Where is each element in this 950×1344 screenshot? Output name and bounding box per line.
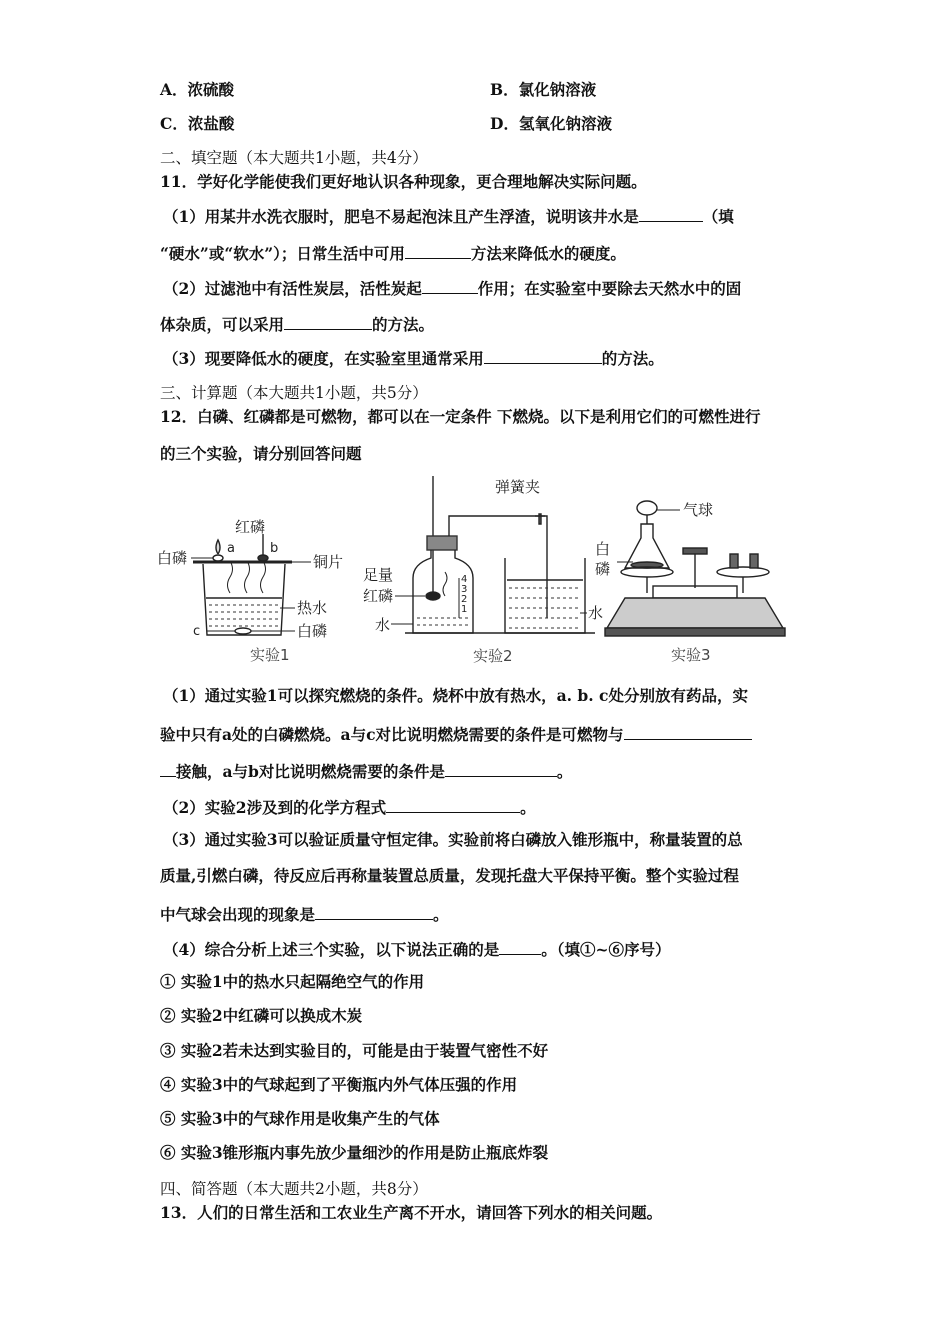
answer-blank[interactable]	[405, 242, 471, 259]
q12-part1-text-b: 验中只有a处的白磷燃烧。a与c对比说明燃烧需要的条件是可燃物与	[160, 725, 624, 744]
white-phosphorus-c	[235, 628, 251, 634]
q11-part2-text-d: 的方法。	[372, 315, 435, 334]
exp1-white-phosphorus-label: 白磷	[157, 549, 188, 567]
exp1-red-phosphorus-label: 红磷	[235, 518, 266, 536]
statement-6: ⑥ 实验3锥形瓶内事先放少量细沙的作用是防止瓶底炸裂	[160, 1143, 549, 1162]
q11-part3-text-b: 的方法。	[601, 349, 664, 368]
statement-3: ③ 实验2若未达到实验目的，可能是由于装置气密性不好	[160, 1041, 549, 1060]
q11-part1-line1	[163, 205, 734, 227]
q11-stem: 11．学好化学能使我们更好地认识各种现象，更合理地解决实际问题。	[160, 172, 647, 191]
q11-part1-text-a: （1）用某井水洗衣服时，肥皂不易起泡沫且产生浮渣，说明该井水是	[163, 207, 639, 226]
q11-part2-text-a: （2）过滤池中有活性炭层，活性炭起	[163, 279, 422, 298]
exp1-b-label: b	[270, 541, 279, 556]
q11-part1-text-b: （填	[702, 207, 734, 226]
section-4-title: 四、简答题（本大题共2小题，共8分）	[160, 1180, 428, 1198]
statement-4: ④ 实验3中的气球起到了平衡瓶内外气体压强的作用	[160, 1075, 518, 1094]
q12-part4-text-b: 。（填①~⑥序号）	[541, 940, 671, 959]
beaker-2	[505, 558, 585, 633]
q11-part2-text-c: 体杂质，可以采用	[160, 315, 285, 334]
exp1-c-label: c	[193, 624, 201, 639]
exp3-phosphorus-label: 磷	[595, 560, 611, 578]
answer-blank[interactable]	[445, 760, 557, 777]
right-pan	[717, 567, 769, 577]
q11-part1-text-d: 方法来降低水的硬度。	[470, 244, 626, 263]
answer-blank[interactable]	[284, 313, 372, 330]
section-2-title: 二、填空题（本大题共1小题，共4分）	[160, 149, 428, 167]
exp3-white-label: 白	[595, 540, 611, 558]
answer-blank[interactable]	[386, 796, 520, 813]
exp2-mark-2: 2	[461, 594, 468, 605]
exp1-a-label: a	[227, 541, 235, 556]
experiment-3	[605, 501, 785, 636]
q11-part1-line2	[160, 242, 626, 264]
answer-blank[interactable]	[160, 760, 176, 777]
statement-5: ⑤ 实验3中的气球作用是收集产生的气体	[160, 1109, 440, 1128]
q11-part2-line1	[163, 277, 741, 299]
q11-part3-text-a: （3）现要降低水的硬度，在实验室里通常采用	[163, 349, 484, 368]
option-c: C．浓盐酸	[160, 114, 235, 133]
q11-part2-line2	[160, 313, 434, 335]
q12-part1-line3	[160, 760, 572, 782]
option-a: A．浓硫酸	[160, 80, 235, 99]
red-phosphorus-b	[258, 555, 268, 561]
exp2-enough-label: 足量	[363, 566, 394, 584]
q12-part2	[163, 796, 536, 818]
white-phosphorus-a	[213, 555, 223, 561]
exp2-mark-1: 1	[461, 604, 468, 615]
exp2-mark-3: 3	[461, 584, 468, 595]
flame-icon	[216, 540, 220, 554]
option-d: D．氢氧化钠溶液	[490, 114, 612, 133]
answer-blank[interactable]	[422, 277, 478, 294]
exp2-water-beaker-label: 水	[588, 604, 604, 622]
experiment-2	[391, 476, 595, 633]
option-b: B．氯化钠溶液	[490, 80, 597, 99]
beam	[683, 548, 707, 554]
q12-part4-text-a: （4）综合分析上述三个实验，以下说法正确的是	[163, 940, 500, 959]
exp2-red-phosphorus-label: 红磷	[363, 587, 394, 605]
exp3-caption: 实验3	[671, 646, 711, 664]
answer-blank[interactable]	[639, 205, 703, 222]
q12-part3-text-c: 中气球会出现的现象是	[160, 905, 316, 924]
exp3-balloon-label: 气球	[683, 501, 714, 519]
q11-part1-text-c: “硬水”或“软水”）；日常生活中可用	[160, 244, 405, 263]
q12-stem-line1: 12．白磷、红磷都是可燃物，都可以在一定条件 下燃烧。以下是利用它们的可燃性进行	[160, 407, 761, 426]
q13-stem: 13．人们的日常生活和工农业生产离不开水，请回答下列水的相关问题。	[160, 1203, 663, 1222]
experiment-1	[191, 534, 311, 635]
statement-1: ① 实验1中的热水只起隔绝空气的作用	[160, 972, 425, 991]
q11-part3	[163, 347, 664, 369]
q11-part2-text-b: 作用；在实验室中要除去天然水中的固	[477, 279, 742, 298]
balloon	[637, 501, 657, 515]
q12-part1-text-d: 。	[556, 762, 573, 781]
experiment-figure	[155, 468, 795, 673]
answer-blank[interactable]	[315, 903, 433, 920]
q12-part3-line3	[160, 903, 449, 925]
q12-part1-line1: （1）通过实验1可以探究燃烧的条件。烧杯中放有热水，a. b. c处分别放有药品，实	[163, 686, 748, 705]
q12-part1-line2	[160, 723, 752, 745]
q12-part2-text-b: 。	[520, 798, 536, 817]
answer-blank[interactable]	[624, 723, 752, 740]
section-3-title: 三、计算题（本大题共1小题，共5分）	[160, 384, 428, 402]
balance-base	[607, 598, 783, 628]
q12-part2-text-a: （2）实验2涉及到的化学方程式	[163, 798, 387, 817]
exp2-water-bottle-label: 水	[375, 616, 391, 634]
q12-part4	[163, 938, 671, 960]
q12-part3-line1: （3）通过实验3可以验证质量守恒定律。实验前将白磷放入锥形瓶中，称量装置的总	[163, 830, 743, 849]
exp2-caption: 实验2	[473, 647, 513, 665]
exp1-white-phosphorus-bottom-label: 白磷	[297, 622, 328, 640]
exp2-mark-4: 4	[461, 574, 468, 585]
q12-part1-text-c: 接触，a与b对比说明燃烧需要的条件是	[176, 762, 445, 781]
beaker-1	[203, 564, 285, 635]
statement-2: ② 实验2中红磷可以换成木炭	[160, 1006, 363, 1025]
q12-part3-text-d: 。	[433, 905, 449, 924]
answer-blank[interactable]	[499, 938, 541, 955]
stopper	[427, 536, 457, 550]
exp1-copper-label: 铜片	[313, 553, 344, 571]
exp1-hot-water-label: 热水	[297, 599, 328, 617]
answer-blank[interactable]	[484, 347, 602, 364]
exp2-clamp-label: 弹簧夹	[495, 478, 541, 496]
exp1-caption: 实验1	[250, 646, 290, 664]
q12-stem-line2: 的三个实验，请分别回答问题	[160, 444, 362, 463]
q12-part3-line2: 质量,引燃白磷，待反应后再称量装置总质量，发现托盘大平保持平衡。整个实验过程	[160, 866, 739, 885]
